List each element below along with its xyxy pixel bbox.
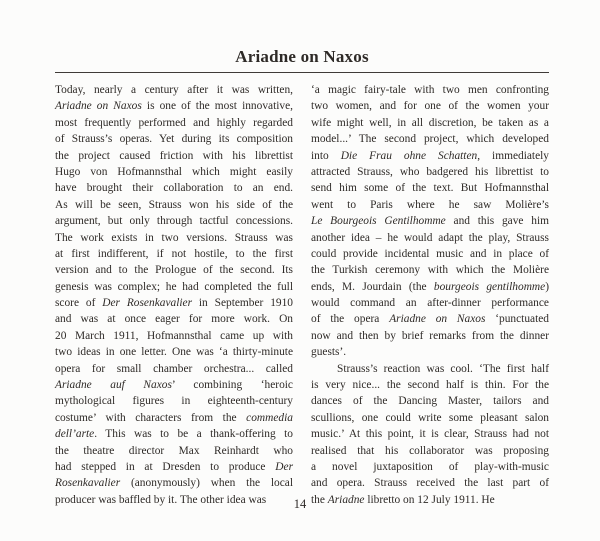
text-line: ‘a magic fairy-tale with two men confronting	[311, 84, 549, 96]
text-line: Hugo von Hofmannsthal which might easily	[55, 165, 293, 178]
text-line: of Strauss’s operas. Yet during its composition	[55, 133, 293, 146]
text-line: The work exists in two versions. Strauss was	[55, 231, 293, 244]
text-line: two ideas in one letter. One was ‘a thirty-minute	[55, 346, 293, 359]
text-line: of the opera Ariadne on Naxos ‘punctuated	[311, 313, 549, 326]
text-line: guests’.	[311, 346, 347, 359]
text-line: most frequently performed and highly regarded	[55, 116, 293, 129]
text-line: could provide incidental music and in place of	[311, 247, 549, 260]
text-line: wife might well, in all discretion, be taken as a	[311, 116, 549, 129]
text-line: went to Paris where he saw Molière’s	[311, 198, 549, 211]
text-line: have brought their collaboration to an end.	[55, 182, 293, 195]
text-line: two women, and for one of the women your	[311, 100, 549, 113]
text-line: would command an after-dinner performance	[311, 297, 549, 310]
text-line: Today, nearly a century after it was written,	[55, 84, 293, 96]
text-line: version and to the Prologue of the second. Its	[55, 264, 293, 277]
text-line: opera for small chamber orchestra... called	[55, 362, 293, 375]
text-line: the Ariadne libretto on 12 July 1911. He	[311, 493, 495, 506]
text-line: send him some of the text. But Hofmannsthal	[311, 182, 549, 195]
text-line: another idea – he would adapt the play, Strauss	[311, 231, 549, 244]
text-line: had stepped in at Dresden to produce Der	[55, 460, 293, 473]
text-line: the Turkish ceremony with which the Molière	[311, 264, 549, 277]
text-line: attracted Strauss, who badgered his librettist to	[311, 165, 549, 178]
text-line: score of Der Rosenkavalier in September 1910	[55, 297, 293, 310]
text-line: and was at once eager for more work. On	[55, 313, 293, 326]
page-title: Ariadne on Naxos	[235, 47, 369, 66]
text-line: genesis was complex; he had completed the full	[55, 280, 293, 293]
text-line: music.’ At this point, it is clear, Strauss had not	[311, 428, 549, 441]
text-line: at first indifferent, if not hostile, to the first	[55, 247, 293, 260]
text-column-right	[311, 82, 549, 508]
text-line: scullions, one could write some pleasant salon	[311, 411, 549, 424]
text-line: a novel juxtaposition of play-with-music	[311, 460, 549, 473]
text-line: ends, M. Jourdain (the bourgeois gentilhomme)	[311, 280, 549, 293]
text-line: is very nice... the second half is thin. For the	[311, 379, 549, 392]
text-line: 20 March 1911, Hofmannsthal came up with	[55, 329, 293, 342]
title-rule	[55, 72, 549, 74]
text-line: mythological figures in eighteenth-century	[55, 395, 293, 408]
text-line: argument, but only through tactful concessions.	[55, 215, 293, 228]
text-line: As will be seen, Strauss won his side of the	[55, 198, 293, 211]
text-line: Le Bourgeois Gentilhomme and this gave him	[311, 215, 549, 228]
text-line: into Die Frau ohne Schatten, immediately	[311, 149, 549, 162]
text-line: Ariadne on Naxos is one of the most innovative,	[55, 100, 293, 113]
text-column-left	[55, 82, 293, 508]
text-line: the theatre director Max Reinhardt who	[55, 444, 293, 457]
text-line: Ariadne auf Naxos’ combining ‘heroic	[55, 379, 293, 392]
text-body	[55, 82, 549, 508]
page-number: 14	[293, 497, 307, 511]
text-line: and opera. Strauss received the last part of	[311, 477, 549, 490]
text-line: dell’arte. This was to be a thank-offering to	[55, 428, 293, 441]
text-line: producer was baffled by it. The other idea was	[55, 493, 267, 506]
text-line: model...’ The second project, which developed	[311, 133, 549, 146]
text-line: dances of the Dancing Master, tailors and	[311, 395, 549, 408]
text-line: costume’ with characters from the commedia	[55, 411, 293, 424]
text-line: Strauss’s reaction was cool. ‘The first half	[337, 362, 549, 375]
text-line: realised that his collaborator was proposing	[311, 444, 549, 457]
text-line: the project caused friction with his librettist	[55, 149, 293, 162]
text-line: now and then by brief remarks from the dinner	[311, 329, 549, 342]
text-line: Rosenkavalier (anonymously) when the local	[55, 477, 293, 490]
